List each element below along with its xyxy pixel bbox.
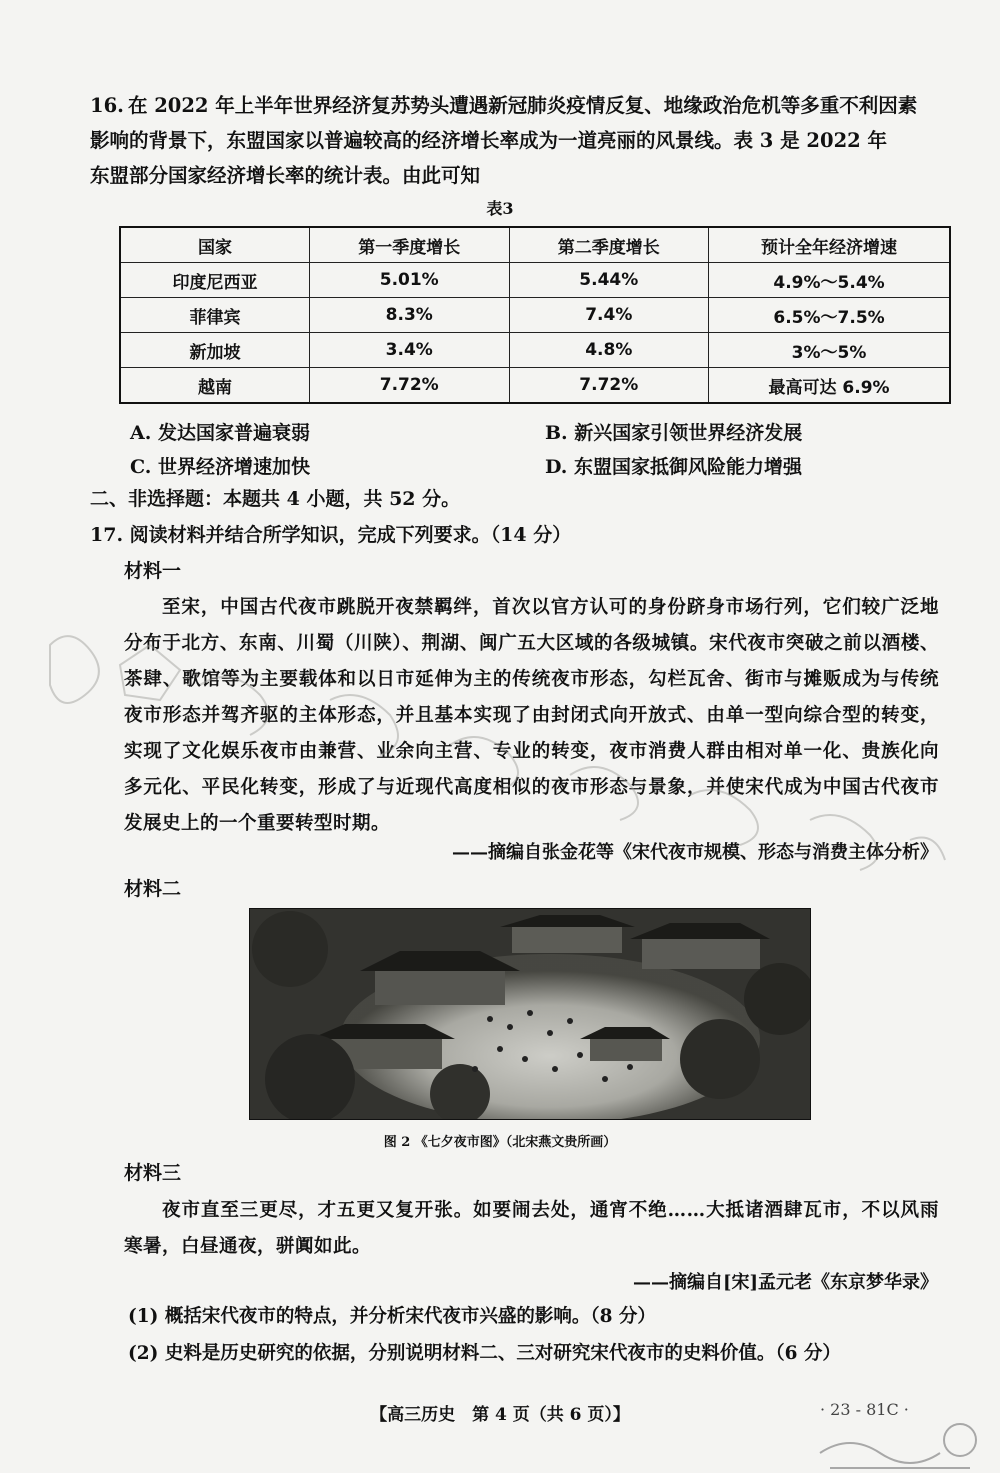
material-3-title: 材料三 [124,1162,182,1184]
page-footer: 【高三历史 第 4 页（共 6 页）】 [370,1405,630,1425]
table-row [120,368,950,404]
option-a: A. 发达国家普遍衰弱 [130,422,310,444]
table-header-cell: 国家 [120,227,309,263]
material-1-title: 材料一 [124,560,182,582]
table-header-row [120,227,950,263]
table-cell: 新加坡 [120,333,309,368]
q16-line-1: 16. 在 2022 年上半年世界经济复苏势头遭遇新冠肺炎疫情反复、地缘政治危机等多重不利因素 [90,94,918,117]
table-row [120,263,950,298]
table-cell: 5.01% [309,263,509,298]
q16-line-2: 影响的背景下，东盟国家以普遍较高的经济增长率成为一道亮丽的风景线。表 3 是 2022 年 [90,129,887,152]
table-header-cell: 第一季度增长 [309,227,509,263]
paper-code: · 23 - 81C · [820,1400,909,1419]
table-row [120,333,950,368]
table-cell: 7.4% [509,298,709,333]
table-cell: 印度尼西亚 [120,263,309,298]
material-2-title: 材料二 [124,878,182,900]
table-cell: 最高可达 6.9% [709,368,950,404]
question-17-stem: 17. 阅读材料并结合所学知识，完成下列要求。（14 分） [90,524,572,546]
q16-number: 16. [90,94,124,117]
table-cell: 越南 [120,368,309,404]
table-cell: 8.3% [309,298,509,333]
figure-2-caption: 图 2 《七夕夜市图》（北宋燕文贵所画） [383,1135,617,1150]
table-cell: 菲律宾 [120,298,309,333]
table-cell: 3%～5% [709,333,950,368]
painting-image [250,909,810,1119]
table-row [120,298,950,333]
growth-table [119,226,951,404]
table-cell: 6.5%～7.5% [709,298,950,333]
table-cell: 4.8% [509,333,709,368]
table-cell: 3.4% [309,333,509,368]
qixi-night-market-painting [249,908,811,1120]
table-cell: 7.72% [509,368,709,404]
material-3-text: 夜市直至三更尽，才五更又复开张。如要闹去处，通宵不绝……大抵诸酒肆瓦市，不以风雨寒暑，白昼通夜，骈阗如此。 [124,1200,939,1257]
table-cell: 5.44% [509,263,709,298]
sub-question-2: (2) 史料是历史研究的依据，分别说明材料二、三对研究宋代夜市的史料价值。（6 分） [128,1343,841,1364]
table-cell: 4.9%～5.4% [709,263,950,298]
table-cell: 7.72% [309,368,509,404]
q16-line-3: 东盟部分国家经济增长率的统计表。由此可知 [90,164,481,187]
table-header-cell: 预计全年经济增速 [709,227,950,263]
material-3-source: ——摘编自[宋]孟元老《东京梦华录》 [632,1272,938,1293]
option-b: B. 新兴国家引领世界经济发展 [545,422,803,444]
material-1-text: 至宋，中国古代夜市跳脱开夜禁羁绊，首次以官方认可的身份跻身市场行列，它们较广泛地分布于北方、东南、川蜀（川陕）、荆湖、闽广五大区域的各级城镇。宋代夜市突破之前以酒楼、茶肆、歌馆等为主要载体和以日市延伸为主的传统夜市形态，勾栏瓦舍、街市与摊贩成为与传统夜市形态并驾齐驱的主体形态，并且基本实现了由封闭式向开放式、由单一型向综合型的转变，实现了文化娱乐夜市由兼营、业余向主营、专业的转变，夜市消费人群由相对单一化、贵族化向多元化、平民化转变，形成了与近现代高度相似的夜市形态与景象，并使宋代成为中国古代夜市发展史上的一个重要转型时期。 [124,597,939,834]
question-16-stem [90,88,950,193]
option-d: D. 东盟国家抵御风险能力增强 [545,456,803,478]
table-caption: 表3 [486,199,514,218]
section-2-heading: 二、非选择题：本题共 4 小题，共 52 分。 [90,488,461,510]
table-header-cell: 第二季度增长 [509,227,709,263]
sub-question-1: (1) 概括宋代夜市的特点，并分析宋代夜市兴盛的影响。（8 分） [128,1306,656,1327]
option-c: C. 世界经济增速加快 [130,456,311,478]
material-1-source: ——摘编自张金花等《宋代夜市规模、形态与消费主体分析》 [452,842,938,863]
corner-logo-graphic [810,1418,990,1473]
